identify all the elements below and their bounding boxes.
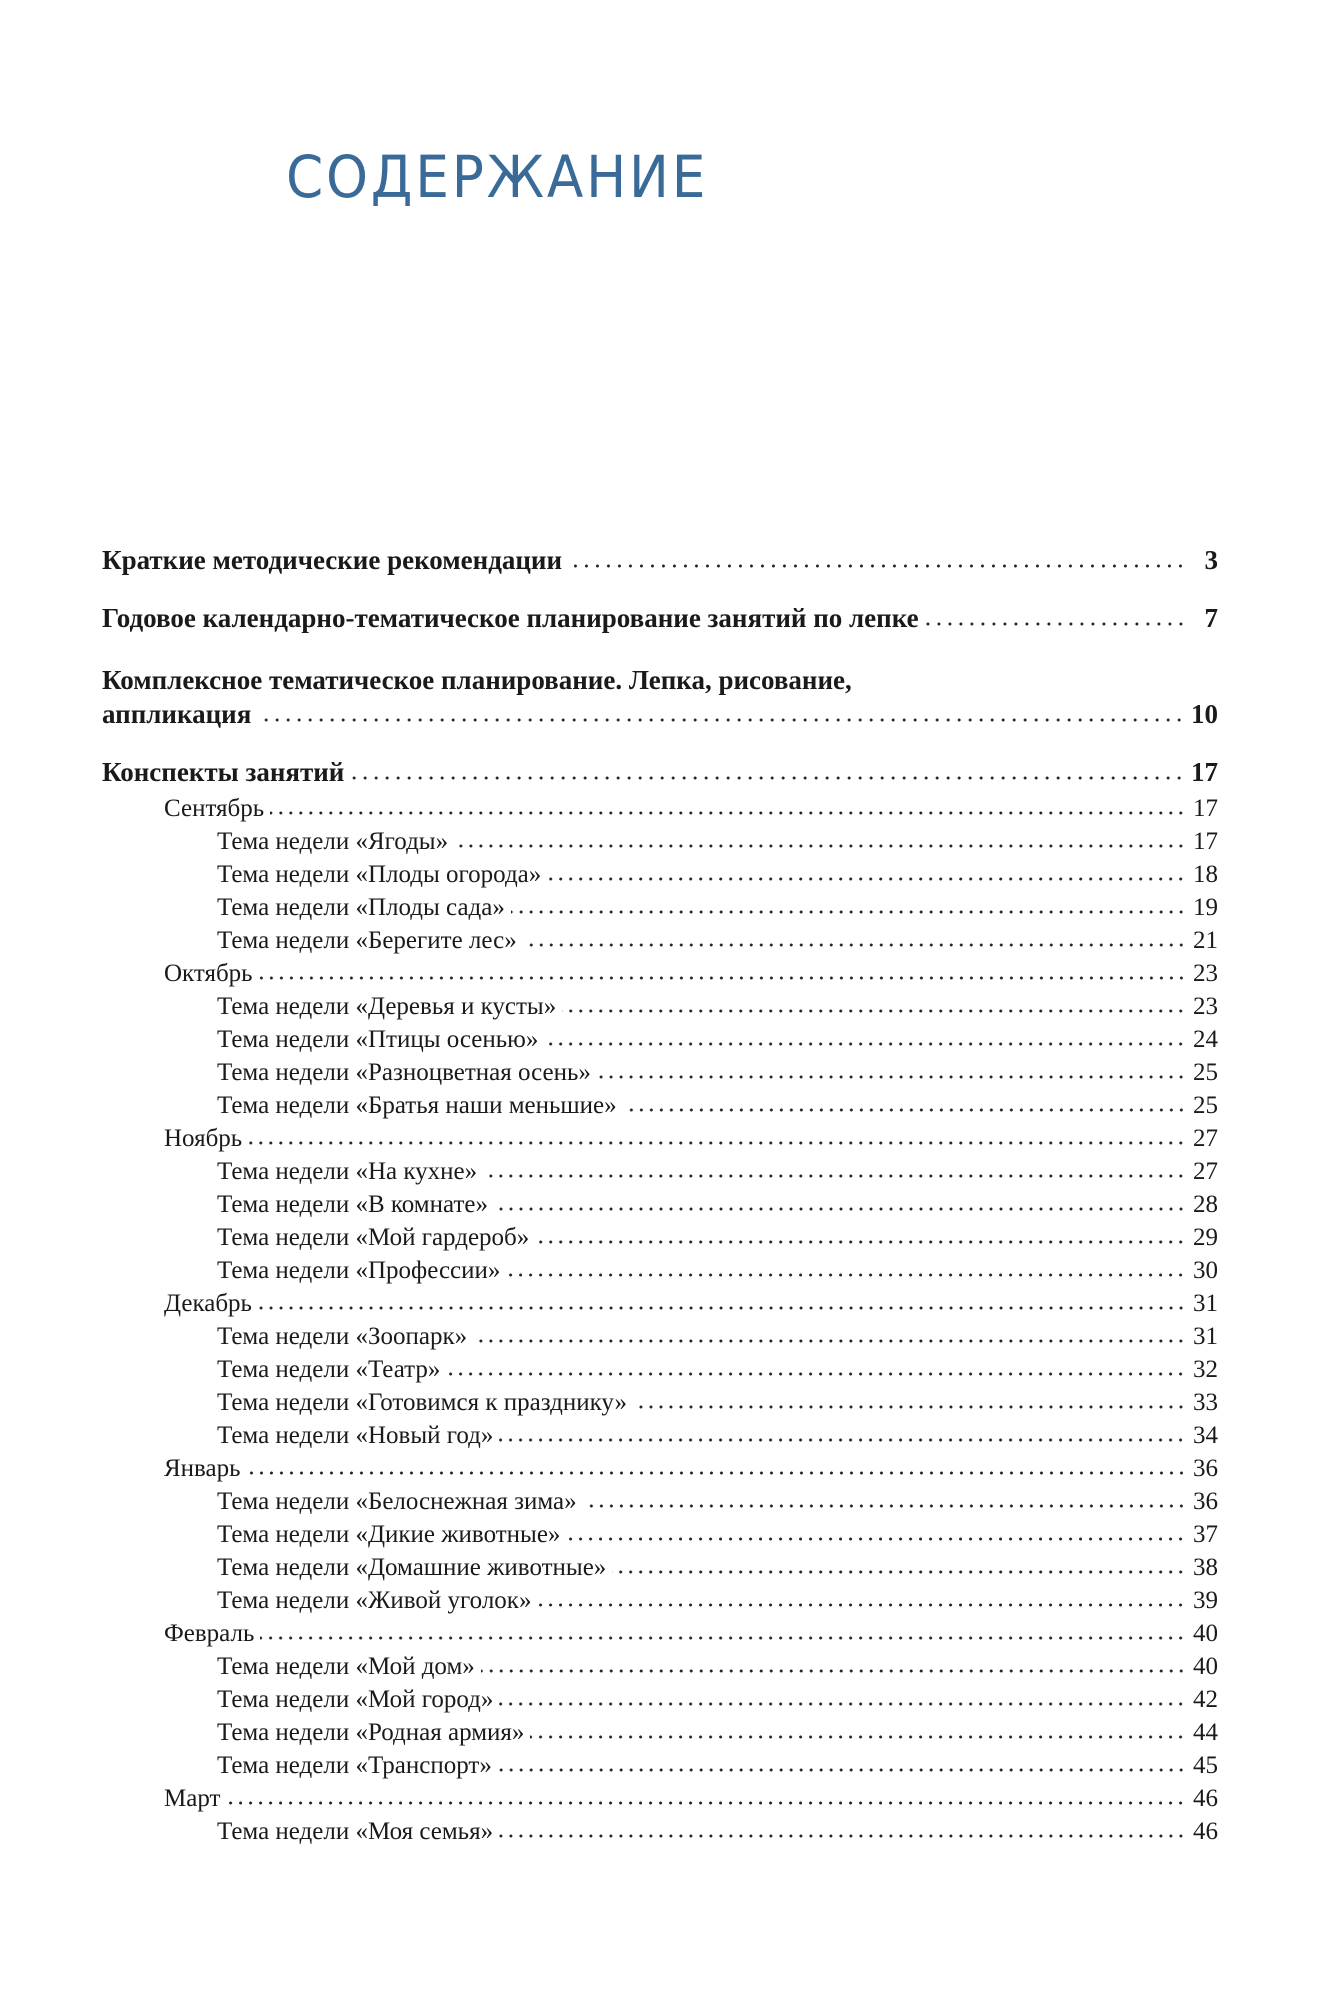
page-number: 40: [1193, 1653, 1218, 1680]
toc-topic[interactable]: [102, 1488, 1218, 1521]
toc-topic[interactable]: [102, 1686, 1218, 1719]
page-number: 18: [1193, 861, 1218, 888]
toc-topic[interactable]: [102, 1719, 1218, 1752]
toc-entry-label: Тема недели «Деревья и кусты»: [217, 993, 557, 1020]
dot-leader: [481, 1668, 1186, 1674]
dot-leader: [494, 1206, 1186, 1212]
dot-leader: [454, 843, 1186, 849]
toc-entry-label: Тема недели «Транспорт»: [217, 1752, 492, 1779]
page-number: 23: [1193, 960, 1218, 987]
toc-section[interactable]: [102, 699, 1218, 737]
toc-topic[interactable]: [102, 993, 1218, 1026]
dot-leader: [259, 975, 1186, 981]
toc-entry-label: Ноябрь: [164, 1125, 243, 1152]
dot-leader: [530, 1734, 1186, 1740]
toc-entry-label: Тема недели «Живой уголок»: [217, 1587, 532, 1614]
page-number: 38: [1193, 1554, 1218, 1581]
toc-entry-label: Тема недели «Берегите лес»: [217, 927, 517, 954]
dot-leader: [597, 1074, 1186, 1080]
page-number: 39: [1193, 1587, 1218, 1614]
toc-entry-label: Сентябрь: [164, 795, 265, 822]
toc-entry-label: Тема недели «Дикие животные»: [217, 1521, 561, 1548]
toc-month[interactable]: [102, 1125, 1218, 1158]
toc-topic[interactable]: [102, 1092, 1218, 1125]
page-number: 17: [1191, 757, 1218, 787]
dot-leader: [446, 1371, 1186, 1377]
toc-entry-label: Тема недели «Готовимся к празднику»: [217, 1389, 628, 1416]
dot-leader: [260, 1635, 1186, 1641]
page-number: 17: [1193, 795, 1218, 822]
toc-entry-label: Конспекты занятий: [102, 757, 345, 787]
toc-entry-label: Тема недели «Плоды сада»: [217, 894, 505, 921]
toc-topic[interactable]: [102, 1323, 1218, 1356]
toc-entry-label: Март: [164, 1785, 221, 1812]
page-number: 7: [1204, 603, 1218, 633]
toc-topic[interactable]: [102, 1752, 1218, 1785]
dot-leader: [544, 1041, 1186, 1047]
page-number: 28: [1193, 1191, 1218, 1218]
page-title: СОДЕРЖАНИЕ: [286, 142, 709, 211]
toc-topic[interactable]: [102, 1257, 1218, 1290]
page-number: 36: [1193, 1455, 1218, 1482]
toc-month[interactable]: [102, 1785, 1218, 1818]
page-number: 19: [1193, 894, 1218, 921]
toc-topic[interactable]: [102, 894, 1218, 927]
toc-topic[interactable]: [102, 1422, 1218, 1455]
dot-leader: [258, 1305, 1186, 1311]
dot-leader: [473, 1338, 1186, 1344]
dot-leader: [623, 1107, 1186, 1113]
page-number: 24: [1193, 1026, 1218, 1053]
toc-month[interactable]: [102, 960, 1218, 993]
page-number: 46: [1193, 1818, 1218, 1845]
dot-leader: [247, 1470, 1186, 1476]
table-of-contents: [102, 545, 1218, 1851]
toc-month[interactable]: [102, 1455, 1218, 1488]
toc-topic[interactable]: [102, 1587, 1218, 1620]
page-number: 27: [1193, 1125, 1218, 1152]
dot-leader: [537, 1602, 1186, 1608]
toc-entry-label: Тема недели «Родная армия»: [217, 1719, 525, 1746]
toc-topic[interactable]: [102, 927, 1218, 960]
toc-topic[interactable]: [102, 828, 1218, 861]
dot-leader: [511, 909, 1186, 915]
page-number: 17: [1193, 828, 1218, 855]
page-number: 34: [1193, 1422, 1218, 1449]
page-number: 44: [1193, 1719, 1218, 1746]
toc-topic[interactable]: [102, 1191, 1218, 1224]
toc-topic[interactable]: [102, 861, 1218, 894]
page-number: 40: [1193, 1620, 1218, 1647]
toc-entry-label: Годовое календарно-тематическое планирование занятий по лепке: [102, 603, 919, 633]
page-number: 31: [1193, 1290, 1218, 1317]
toc-entry-label: Тема недели «Профессии»: [217, 1257, 501, 1284]
toc-entry-label: Январь: [164, 1455, 241, 1482]
dot-leader: [523, 942, 1186, 948]
page-number: 37: [1193, 1521, 1218, 1548]
dot-leader: [925, 621, 1186, 627]
page-number: 45: [1193, 1752, 1218, 1779]
toc-topic[interactable]: [102, 1059, 1218, 1092]
toc-entry-label: Тема недели «Новый год»: [217, 1422, 494, 1449]
dot-leader: [226, 1800, 1186, 1806]
toc-entry-label: Тема недели «В комнате»: [217, 1191, 488, 1218]
toc-month[interactable]: [102, 795, 1218, 828]
page-number: 42: [1193, 1686, 1218, 1713]
page-number: 10: [1191, 699, 1218, 729]
dot-leader: [547, 876, 1186, 882]
toc-entry-label: Тема недели «На кухне»: [217, 1158, 478, 1185]
toc-entry-label: аппликация: [102, 699, 252, 729]
toc-section[interactable]: [102, 603, 1218, 641]
dot-leader: [499, 1701, 1186, 1707]
toc-entry-label: Тема недели «Зоопарк»: [217, 1323, 468, 1350]
toc-entry-label: Тема недели «Моя семья»: [217, 1818, 494, 1845]
toc-topic[interactable]: [102, 1356, 1218, 1389]
toc-topic[interactable]: [102, 1389, 1218, 1422]
dot-leader: [270, 810, 1186, 816]
dot-leader: [506, 1272, 1186, 1278]
page-number: 27: [1193, 1158, 1218, 1185]
dot-leader: [257, 717, 1185, 723]
toc-section[interactable]: [102, 545, 1218, 583]
dot-leader: [562, 1008, 1186, 1014]
toc-entry-label: Краткие методические рекомендации: [102, 545, 563, 575]
dot-leader: [499, 1833, 1186, 1839]
page-number: 25: [1193, 1059, 1218, 1086]
toc-month[interactable]: [102, 1290, 1218, 1323]
toc-topic[interactable]: [102, 1521, 1218, 1554]
dot-leader: [498, 1767, 1186, 1773]
toc-entry-label: Тема недели «Мой город»: [217, 1686, 494, 1713]
toc-topic[interactable]: [102, 1026, 1218, 1059]
toc-entry-label: Тема недели «Разноцветная осень»: [217, 1059, 591, 1086]
toc-month[interactable]: [102, 1620, 1218, 1653]
page-number: 3: [1204, 545, 1218, 575]
dot-leader: [583, 1503, 1186, 1509]
toc-topic[interactable]: [102, 1158, 1218, 1191]
dot-leader: [248, 1140, 1186, 1146]
toc-topic[interactable]: [102, 1224, 1218, 1257]
page-number: 33: [1193, 1389, 1218, 1416]
dot-leader: [568, 563, 1186, 569]
toc-entry-label: Тема недели «Театр»: [217, 1356, 441, 1383]
toc-topic[interactable]: [102, 1653, 1218, 1686]
toc-topic[interactable]: [102, 1818, 1218, 1851]
page-number: 25: [1193, 1092, 1218, 1119]
dot-leader: [535, 1239, 1186, 1245]
toc-entry-label: Октябрь: [164, 960, 253, 987]
page-number: 23: [1193, 993, 1218, 1020]
toc-section[interactable]: [102, 757, 1218, 795]
page-number: 32: [1193, 1356, 1218, 1383]
page-number: 21: [1193, 927, 1218, 954]
page-number: 30: [1193, 1257, 1218, 1284]
toc-entry-label: Тема недели «Мой дом»: [217, 1653, 475, 1680]
dot-leader: [350, 775, 1185, 781]
toc-entry-label: Декабрь: [164, 1290, 252, 1317]
page-number: 46: [1193, 1785, 1218, 1812]
dot-leader: [566, 1536, 1186, 1542]
dot-leader: [499, 1437, 1186, 1443]
toc-entry-label: Тема недели «Плоды огорода»: [217, 861, 542, 888]
toc-entry-label: Тема недели «Мой гардероб»: [217, 1224, 530, 1251]
toc-entry-label-line: Комплексное тематическое планирование. Лепка, рисование,: [102, 665, 852, 695]
toc-entry-label: Тема недели «Братья наши меньшие»: [217, 1092, 617, 1119]
toc-entry-label: Февраль: [164, 1620, 255, 1647]
toc-entry-label: Тема недели «Птицы осенью»: [217, 1026, 539, 1053]
dot-leader: [483, 1173, 1186, 1179]
toc-entry-label: Тема недели «Ягоды»: [217, 828, 449, 855]
dot-leader: [612, 1569, 1186, 1575]
toc-topic[interactable]: [102, 1554, 1218, 1587]
page-number: 29: [1193, 1224, 1218, 1251]
toc-entry-label: Тема недели «Домашние животные»: [217, 1554, 607, 1581]
page-number: 31: [1193, 1323, 1218, 1350]
toc-entry-label: Тема недели «Белоснежная зима»: [217, 1488, 577, 1515]
dot-leader: [633, 1404, 1186, 1410]
page-number: 36: [1193, 1488, 1218, 1515]
